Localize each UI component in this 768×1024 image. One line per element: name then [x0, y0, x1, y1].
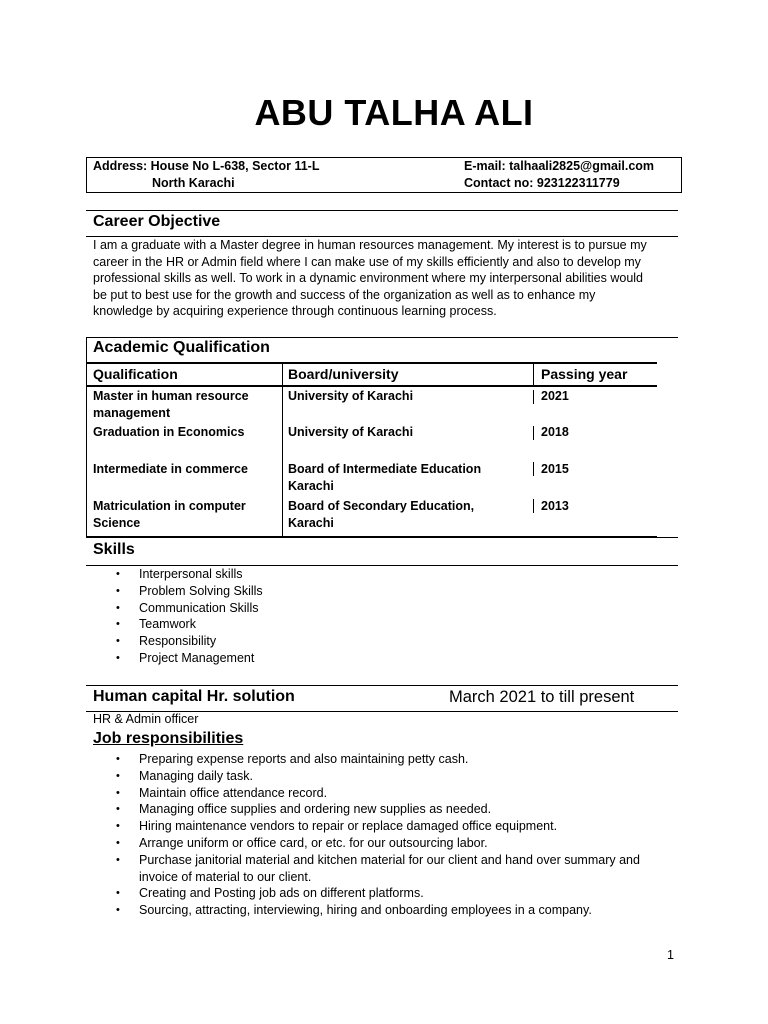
address-line-2: North Karachi [152, 176, 235, 190]
list-item: • Teamwork [116, 617, 196, 632]
table-row [93, 388, 249, 422]
board-cell: Board of Secondary Education, [288, 499, 475, 513]
board-cell: Board of Intermediate Education [288, 462, 482, 476]
year-cell: 2015 [541, 462, 569, 476]
academic-heading: Academic Qualification [93, 339, 270, 356]
table-header-border [86, 385, 657, 387]
job-role: HR & Admin officer [93, 712, 199, 726]
list-item: • Project Management [116, 650, 255, 665]
career-objective-heading: Career Objective [93, 213, 221, 230]
company-name: Human capital Hr. solution [93, 688, 295, 705]
table-row [288, 461, 481, 495]
objective-line: be put to best use for the growth and success of the organization as well as to enhance my [93, 287, 596, 302]
address-line-1: Address: House No L-638, Sector 11-L [93, 159, 320, 173]
qualification-cell: management [93, 406, 171, 420]
skills-list [116, 566, 263, 667]
qualification-cell: Master in human resource [93, 389, 249, 403]
list-item: • Purchase janitorial material and kitchen material for our client and hand over summary and [116, 852, 640, 867]
career-objective-text [93, 237, 683, 320]
list-item: • Problem Solving Skills [116, 583, 263, 598]
board-cell: Karachi [288, 516, 334, 530]
table-left-border [86, 337, 87, 537]
objective-line: career in the HR or Admin field where I can make use of my skills efficiently and also to develop my [93, 254, 641, 269]
skills-heading: Skills [93, 541, 135, 558]
table-column-divider [533, 362, 534, 386]
column-header-board: Board/university [288, 366, 399, 382]
qualification-cell: Science [93, 516, 141, 530]
email: E-mail: talhaali2825@gmail.com [464, 159, 655, 173]
year-cell: 2021 [541, 389, 569, 403]
qualification-cell: Matriculation in computer [93, 499, 246, 513]
table-column-divider [533, 499, 534, 513]
table-column-divider [282, 362, 283, 537]
table-column-divider [533, 390, 534, 404]
table-bottom-border [86, 536, 657, 538]
column-header-qualification: Qualification [93, 366, 178, 382]
divider [657, 537, 678, 538]
objective-line: professional skills as well. To work in a dynamic environment where my interpersonal abilities would [93, 271, 644, 286]
list-item: • Preparing expense reports and also maintaining petty cash. [116, 752, 469, 766]
list-item: invoice of material to our client. [139, 869, 312, 884]
table-row [93, 498, 246, 532]
board-cell: University of Karachi [288, 389, 414, 403]
list-item: • Managing daily task. [116, 768, 253, 783]
divider [86, 685, 678, 686]
candidate-name: ABU TALHA ALI [254, 92, 534, 133]
divider [86, 337, 678, 338]
column-header-year: Passing year [541, 366, 628, 382]
responsibilities-list [116, 751, 679, 919]
contact-number: Contact no: 923122311779 [464, 176, 620, 190]
year-cell: 2018 [541, 425, 569, 439]
list-item: • Interpersonal skills [116, 567, 243, 581]
objective-line: knowledge by acquiring experience through continuous learning process. [93, 304, 497, 319]
list-item: • Creating and Posting job ads on different platforms. [116, 886, 424, 901]
list-item: • Maintain office attendance record. [116, 785, 328, 800]
job-responsibilities-heading: Job responsibilities [93, 730, 244, 747]
board-cell: Karachi [288, 479, 334, 493]
employment-period: March 2021 to till present [449, 688, 635, 706]
list-item: • Managing office supplies and ordering new supplies as needed. [116, 802, 492, 817]
list-item: • Communication Skills [116, 600, 259, 615]
table-column-divider [533, 426, 534, 440]
board-cell: University of Karachi [288, 425, 414, 439]
divider [86, 210, 678, 211]
qualification-cell: Graduation in Economics [93, 425, 245, 439]
page-number: 1 [667, 948, 674, 962]
table-top-border [86, 362, 657, 364]
list-item: • Arrange uniform or office card, or etc. for our outsourcing labor. [116, 835, 488, 850]
objective-line: I am a graduate with a Master degree in human resources management. My interest is to pursue my [93, 238, 647, 252]
list-item: • Sourcing, attracting, interviewing, hiring and onboarding employees in a company. [116, 903, 592, 918]
qualification-cell: Intermediate in commerce [93, 462, 248, 476]
year-cell: 2013 [541, 499, 569, 513]
list-item: • Responsibility [116, 634, 217, 649]
table-column-divider [533, 462, 534, 476]
table-row [288, 498, 474, 532]
list-item: • Hiring maintenance vendors to repair or replace damaged office equipment. [116, 819, 558, 834]
